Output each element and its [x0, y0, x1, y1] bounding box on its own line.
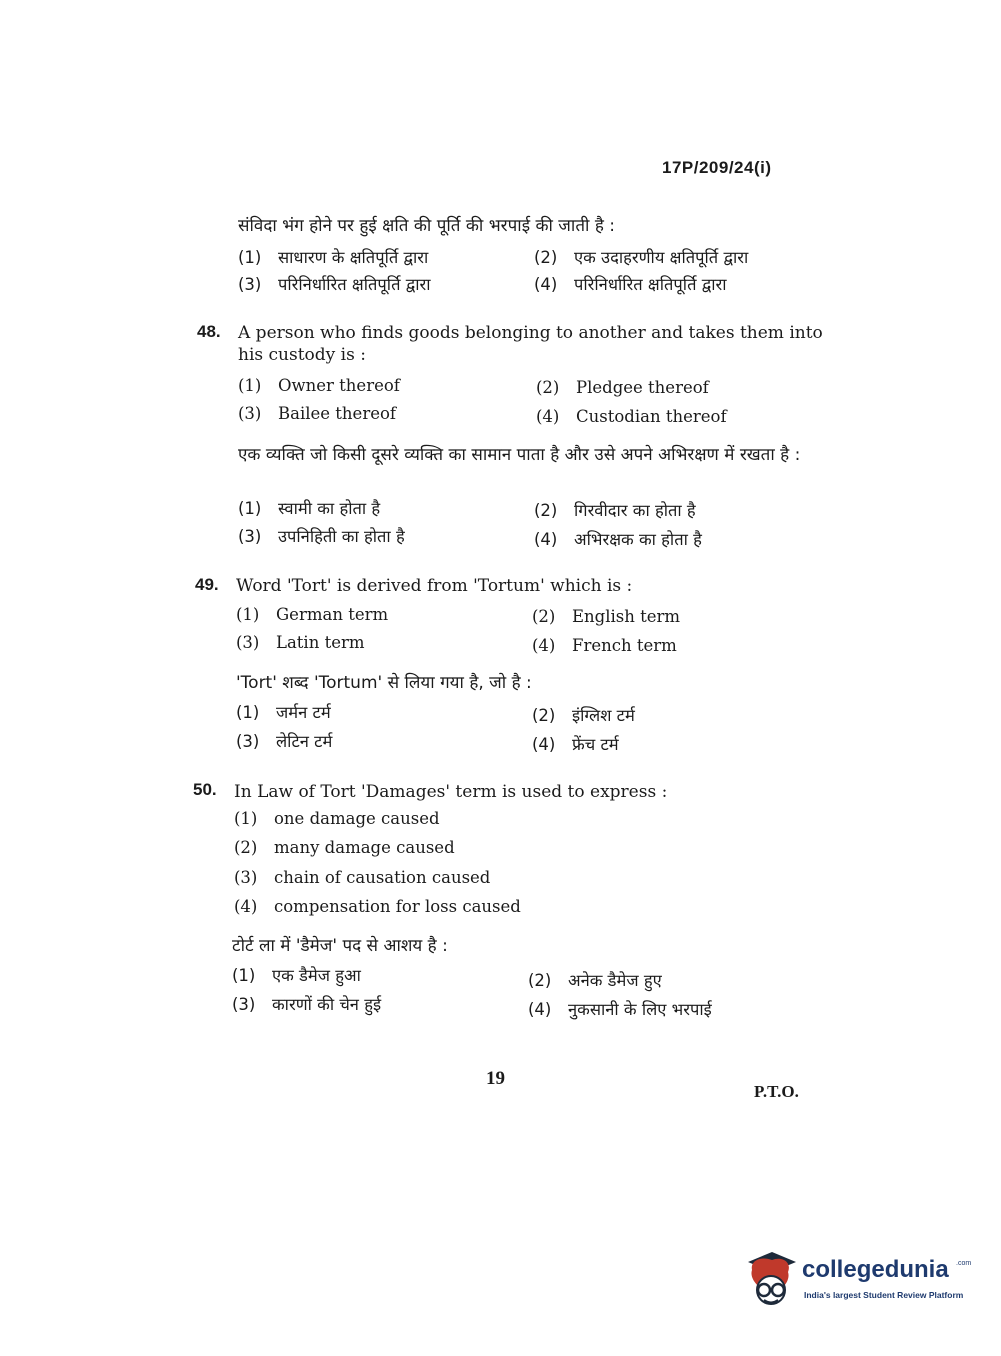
q48-option-4: (4) Custodian thereof — [536, 407, 727, 426]
q50-text: In Law of Tort 'Damages' term is used to express : — [234, 782, 668, 802]
q49-number: 49. — [195, 575, 219, 594]
q50-hindi-option-4: (4) नुकसानी के लिए भरपाई — [528, 1000, 712, 1019]
q49-option-2: (2) English term — [532, 607, 681, 626]
q50-option-1: (1) one damage caused — [234, 809, 440, 828]
q50-number: 50. — [193, 780, 217, 799]
q50-option-3: (3) chain of causation caused — [234, 868, 491, 887]
q50-hindi-option-1: (1) एक डैमेज हुआ — [232, 966, 361, 985]
page-number: 19 — [486, 1068, 505, 1089]
q48-hindi-option-1: (1) स्वामी का होता है — [238, 499, 381, 518]
paper-code: 17P/209/24(i) — [662, 158, 772, 177]
q49-option-3: (3) Latin term — [236, 633, 365, 652]
q49-hindi-option-4: (4) फ्रेंच टर्म — [532, 735, 619, 754]
q48-option-2: (2) Pledgee thereof — [536, 378, 709, 397]
q48-hindi-option-3: (3) उपनिहिती का होता है — [238, 527, 405, 546]
q50-hindi-text: टोर्ट ला में 'डैमेज' पद से आशय है : — [232, 936, 448, 956]
q50-hindi-option-3: (3) कारणों की चेन हुई — [232, 995, 382, 1014]
q48-hindi-option-2: (2) गिरवीदार का होता है — [534, 501, 696, 520]
q47-hindi-option-2: (2) एक उदाहरणीय क्षतिपूर्ति द्वारा — [534, 248, 749, 267]
q47-hindi-text: संविदा भंग होने पर हुई क्षति की पूर्ति की भरपाई की जाती है : — [238, 216, 615, 236]
brand-name: collegedunia — [802, 1256, 949, 1283]
q48-text: A person who finds goods belonging to another and takes them into his custody is : — [238, 323, 823, 365]
q48-hindi-option-4: (4) अभिरक्षक का होता है — [534, 530, 702, 549]
q49-hindi-option-3: (3) लेटिन टर्म — [236, 732, 333, 751]
q49-option-4: (4) French term — [532, 636, 677, 655]
q50-option-4: (4) compensation for loss caused — [234, 897, 521, 916]
q50-option-2: (2) many damage caused — [234, 838, 455, 857]
q48-hindi-text: एक व्यक्ति जो किसी दूसरे व्यक्ति का सामान पाता है और उसे अपने अभिरक्षण में रखता है : — [238, 445, 801, 465]
q49-hindi-option-2: (2) इंग्लिश टर्म — [532, 706, 635, 725]
q49-hindi-option-1: (1) जर्मन टर्म — [236, 703, 331, 722]
brand-tagline: India's largest Student Review Platform — [804, 1290, 964, 1300]
q50-hindi-option-2: (2) अनेक डैमेज हुए — [528, 971, 662, 990]
q48-number: 48. — [197, 322, 221, 341]
brand-domain: .com — [956, 1260, 972, 1267]
q49-text: Word 'Tort' is derived from 'Tortum' which is : — [236, 576, 633, 596]
q47-hindi-option-1: (1) साधारण के क्षतिपूर्ति द्वारा — [238, 248, 429, 267]
q47-hindi-option-4: (4) परिनिर्धारित क्षतिपूर्ति द्वारा — [534, 275, 727, 294]
q49-option-1: (1) German term — [236, 605, 389, 624]
mascot-icon — [742, 1248, 800, 1312]
q49-hindi-text: 'Tort' शब्द 'Tortum' से लिया गया है, जो है : — [236, 673, 532, 693]
q48-option-1: (1) Owner thereof — [238, 376, 400, 395]
q47-hindi-option-3: (3) परिनिर्धारित क्षतिपूर्ति द्वारा — [238, 275, 431, 294]
collegedunia-watermark — [742, 1248, 972, 1318]
pto-label: P.T.O. — [754, 1082, 799, 1101]
q48-option-3: (3) Bailee thereof — [238, 404, 397, 423]
